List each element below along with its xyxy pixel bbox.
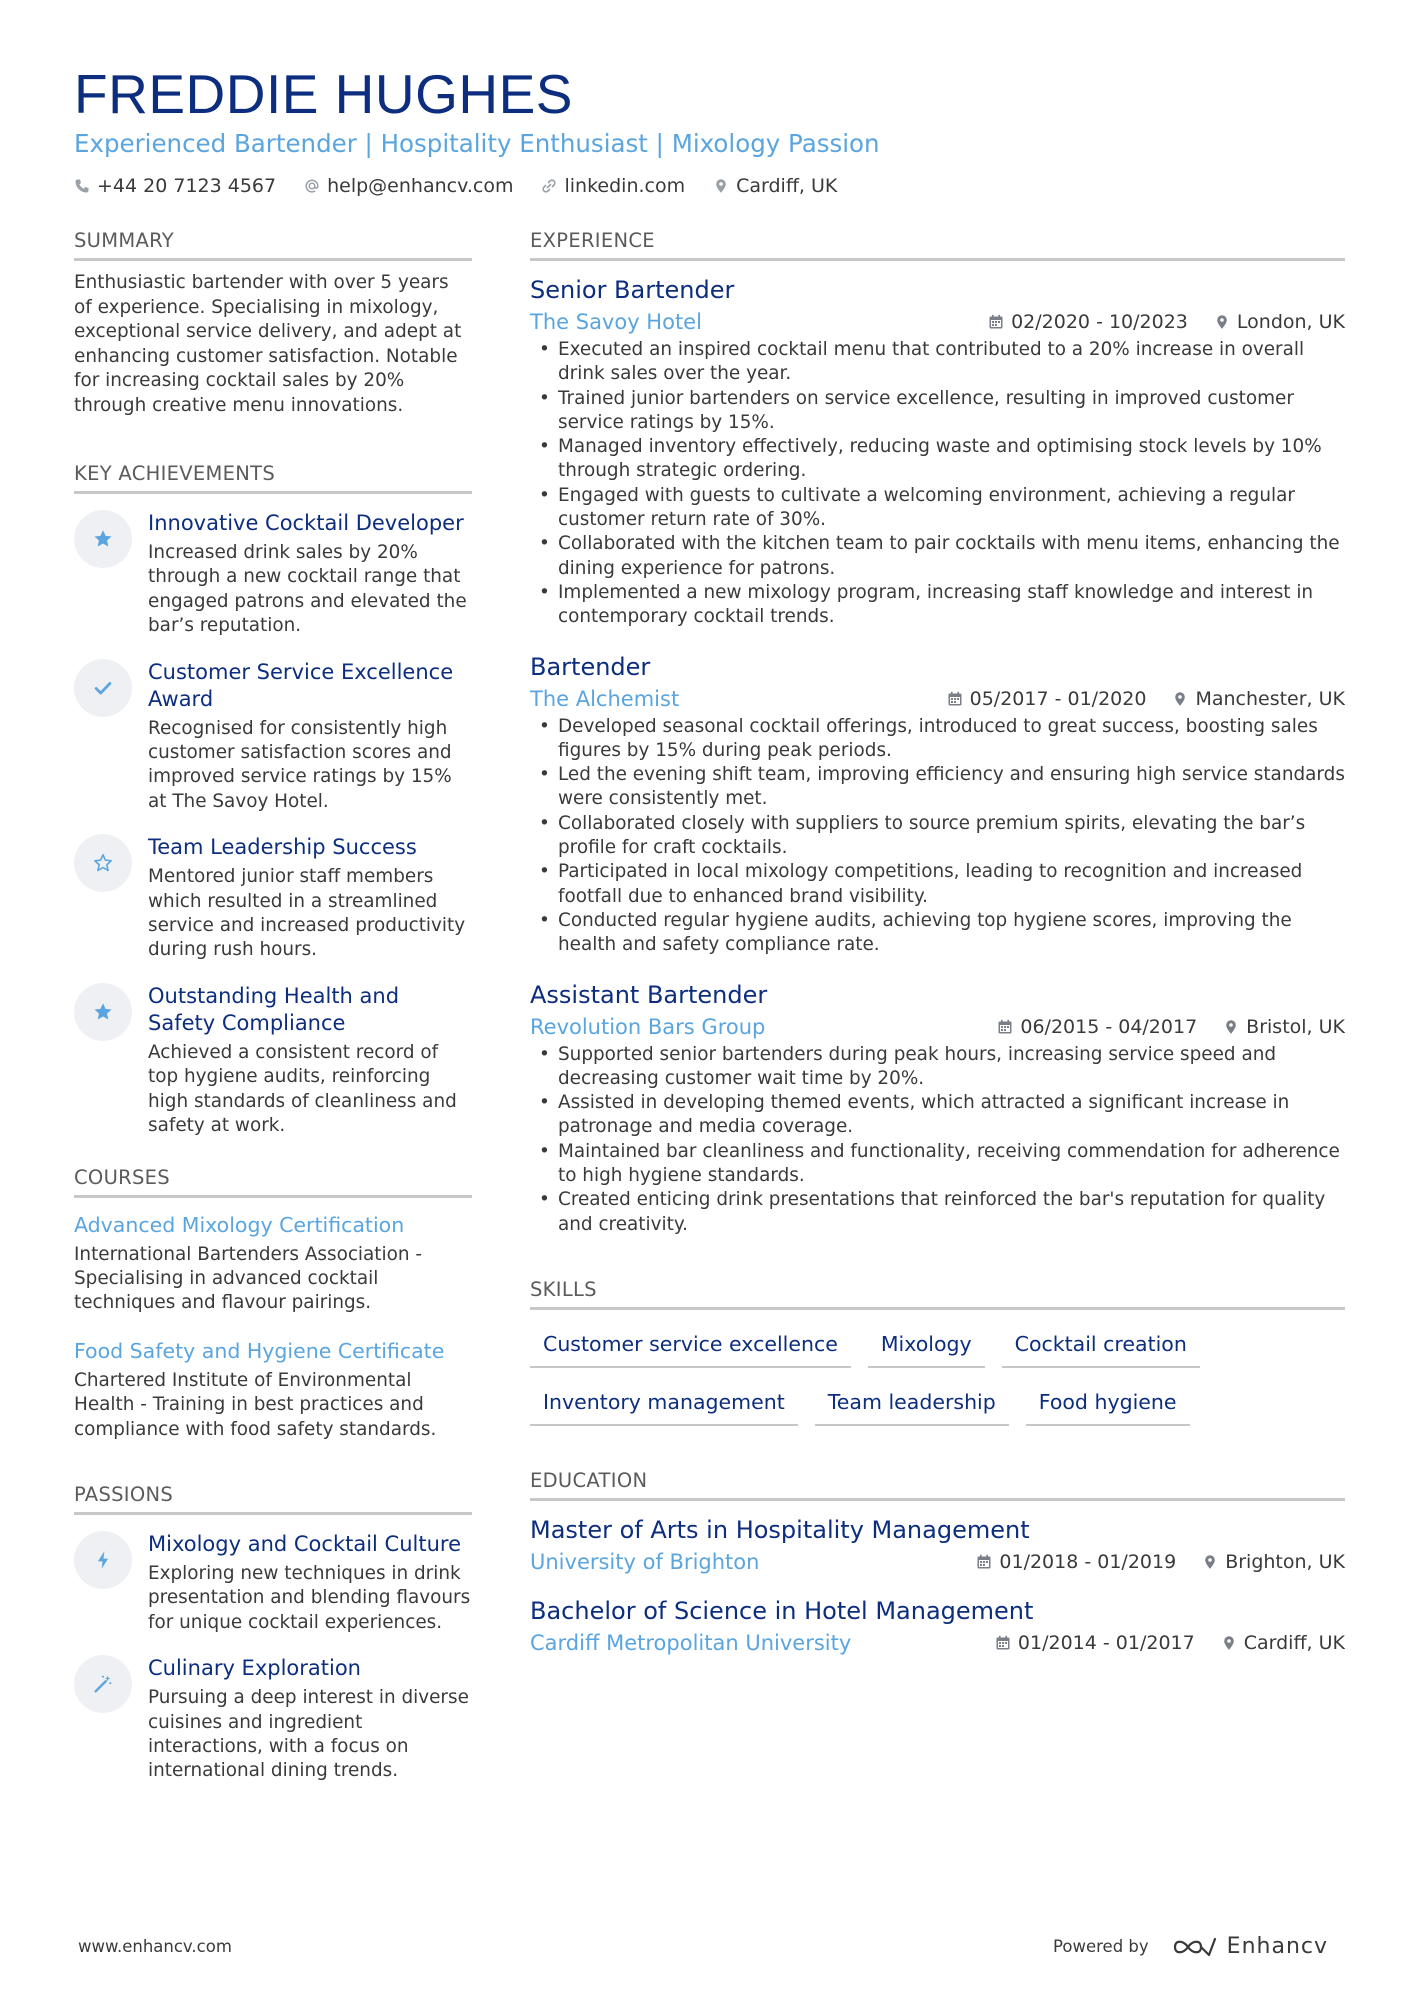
achievement-title: Team Leadership Success [148,835,417,860]
achievement-item [74,659,472,815]
skill-tag: Inventory management [530,1386,798,1426]
location-icon [1223,1019,1239,1035]
skill-tag: Team leadership [815,1386,1009,1426]
job-title: Assistant Bartender [530,980,768,1009]
job-company: The Alchemist [530,686,680,711]
job-location [1214,311,1345,333]
check-icon [74,659,132,717]
job-bullet: • Collaborated with the kitchen team to pair cocktails with menu items, enhancing the dining experience for patrons. [530,532,1345,581]
passion-description: Exploring new techniques in drink presentation and blending flavours for unique cocktail experiences. [148,1562,471,1633]
calendar-icon [995,1635,1011,1651]
link-icon [541,178,557,194]
job-dates-text: 02/2020 - 10/2023 [1011,311,1188,333]
job-company: The Savoy Hotel [530,310,702,334]
course-item [74,1338,472,1442]
achievements-section [74,461,472,1139]
courses-heading: COURSES [74,1165,472,1198]
education-location-text: Brighton, UK [1225,1550,1345,1573]
job-dates-text: 05/2017 - 01/2020 [969,687,1147,710]
education-location [1221,1632,1345,1654]
job-bullet: • Conducted regular hygiene audits, achieving top hygiene scores, improving the health and safety compliance rate. [530,909,1345,958]
job-bullet: • Managed inventory effectively, reducing waste and optimising stock levels by 10% through strategic ordering. [530,435,1345,484]
education-dates-text: 01/2014 - 01/2017 [1017,1631,1195,1654]
star-outline-icon [74,834,132,892]
job-bullets [530,338,1345,630]
job-company: Revolution Bars Group [530,1014,766,1039]
achievement-item [74,983,472,1139]
education-dates [976,1551,1176,1573]
education-entry [530,1515,1345,1576]
job-bullet: • Trained junior bartenders on service excellence, resulting in improved customer service ratings by 15%. [530,387,1345,436]
achievement-item [74,834,472,963]
contact-phone-text: +44 20 7123 4567 [97,175,277,197]
job-location-text: Manchester, UK [1195,687,1345,710]
job-bullets [530,715,1345,958]
education-entry [530,1596,1345,1657]
job-entry [530,652,1345,958]
skills-section [530,1277,1345,1426]
courses-section [74,1165,472,1442]
job-bullet: • Participated in local mixology competitions, leading to recognition and increased footfall due to enhanced brand visibility. [530,860,1345,909]
job-entry [530,275,1345,630]
passion-item [74,1655,472,1784]
brand-logo[interactable] [1171,1934,1328,1959]
job-bullets [530,1043,1345,1237]
skill-tag: Customer service excellence [530,1328,851,1368]
contact-bar [74,175,1344,197]
passion-title: Culinary Exploration [148,1656,361,1681]
summary-heading: SUMMARY [74,228,472,261]
course-description: International Bartenders Association - Specialising in advanced cocktail techniques and flavour pairings. [74,1243,423,1314]
course-title: Food Safety and Hygiene Certificate [74,1338,445,1363]
job-dates-text: 06/2015 - 04/2017 [1020,1015,1198,1038]
summary-text: Enthusiastic bartender with over 5 years of experience. Specialising in mixology, exceptional service delivery, and adept at enhancing customer satisfaction. Notable for increasing cocktail sales by 20% through creative menu innovations. [74,272,462,416]
location-icon [1214,314,1230,330]
job-bullet: • Led the evening shift team, improving efficiency and ensuring high service standards were consistently met. [530,763,1345,812]
education-location-text: Cardiff, UK [1243,1631,1345,1654]
education-section [530,1468,1345,1657]
job-dates [988,311,1188,333]
contact-location-text: Cardiff, UK [736,175,838,197]
job-bullet: • Supported senior bartenders during peak hours, increasing service speed and decreasing customer wait time by 20%. [530,1043,1345,1092]
job-title: Senior Bartender [530,276,735,304]
job-bullet: • Collaborated closely with suppliers to source premium spirits, elevating the bar’s profile for craft cocktails. [530,812,1345,861]
resume-header [74,62,1344,197]
degree-title: Bachelor of Science in Hotel Management [530,1596,1034,1625]
achievements-heading: KEY ACHIEVEMENTS [74,461,472,494]
job-bullet: • Engaged with guests to cultivate a welcoming environment, achieving a regular customer return rate of 30%. [530,484,1345,533]
passions-heading: PASSIONS [74,1482,472,1515]
right-column [530,228,1345,1657]
job-location [1223,1016,1345,1038]
at-icon [304,178,320,194]
contact-linkedin[interactable] [541,175,685,197]
degree-title: Master of Arts in Hospitality Management [530,1515,1030,1544]
calendar-icon [947,691,963,707]
contact-linkedin-text: linkedin.com [564,175,686,197]
job-location [1172,688,1345,710]
job-bullet: • Implemented a new mixology program, increasing staff knowledge and interest in contemporary cocktail trends. [530,581,1345,630]
star-filled-icon [74,983,132,1041]
page-footer [78,1934,1328,1959]
powered-by-label: Powered by [1053,1937,1149,1956]
location-icon [1202,1554,1218,1570]
job-bullet: • Developed seasonal cocktail offerings, introduced to great success, boosting sales figures by 15% during peak periods. [530,715,1345,764]
skill-tag: Cocktail creation [1002,1328,1200,1368]
location-icon [1221,1635,1237,1651]
left-column [74,228,472,1804]
calendar-icon [997,1019,1013,1035]
enhancv-logo-icon [1171,1935,1217,1959]
job-dates [997,1016,1197,1038]
candidate-name: FREDDIE HUGHES [74,63,573,125]
job-entry [530,980,1345,1237]
job-bullet: • Executed an inspired cocktail menu that contributed to a 20% increase in overall drink sales over the year. [530,338,1345,387]
summary-section [74,228,472,418]
contact-location [713,175,837,197]
achievement-description: Mentored junior staff members which resulted in a streamlined service and increased productivity during rush hours. [148,866,466,961]
brand-name: Enhancv [1226,1934,1328,1959]
skill-tag: Food hygiene [1026,1386,1190,1426]
experience-heading: EXPERIENCE [530,228,1345,261]
lightning-icon [74,1531,132,1589]
school-name: University of Brighton [530,1549,760,1574]
achievement-description: Increased drink sales by 20% through a new cocktail range that engaged patrons and elevated the bar’s reputation. [148,542,467,637]
job-title: Bartender [530,652,651,681]
course-title: Advanced Mixology Certification [74,1212,405,1237]
job-bullet: • Maintained bar cleanliness and functionality, receiving commendation for adherence to high hygiene standards. [530,1140,1345,1189]
footer-url[interactable]: www.enhancv.com [78,1937,232,1956]
contact-phone[interactable] [74,175,276,197]
experience-section [530,228,1345,1237]
achievement-item [74,510,472,639]
job-bullet: • Created enticing drink presentations that reinforced the bar's reputation for quality and creativity. [530,1188,1345,1237]
job-location-text: London, UK [1236,311,1345,333]
job-dates [947,688,1147,710]
candidate-tagline: Experienced Bartender | Hospitality Enthusiast | Mixology Passion [74,129,880,158]
education-dates [995,1632,1195,1654]
skills-heading: SKILLS [530,1277,1345,1310]
location-icon [713,178,729,194]
course-description: Chartered Institute of Environmental Health - Training in best practices and compliance with food safety standards. [74,1369,437,1440]
passion-item [74,1531,472,1635]
education-location [1202,1551,1345,1573]
passions-section [74,1482,472,1784]
location-icon [1172,691,1188,707]
school-name: Cardiff Metropolitan University [530,1630,852,1655]
achievement-description: Achieved a consistent record of top hygiene audits, reinforcing high standards of cleanliness and safety at work. [148,1041,457,1137]
achievement-title: Customer Service Excellence Award [148,659,454,711]
calendar-icon [988,314,1004,330]
phone-icon [74,178,90,194]
magic-wand-icon [74,1655,132,1713]
calendar-icon [976,1554,992,1570]
skill-tag: Mixology [868,1328,985,1368]
achievement-description: Recognised for consistently high customer satisfaction scores and improved service ratings by 15% at The Savoy Hotel. [148,717,452,812]
job-location-text: Bristol, UK [1246,1015,1345,1038]
education-heading: EDUCATION [530,1468,1345,1501]
contact-email[interactable] [304,175,513,197]
job-bullet: • Assisted in developing themed events, which attracted a significant increase in patronage and media coverage. [530,1091,1345,1140]
course-item [74,1212,472,1316]
passion-description: Pursuing a deep interest in diverse cuisines and ingredient interactions, with a focus on international dining trends. [148,1687,469,1782]
star-filled-icon [74,510,132,568]
contact-email-text: help@enhancv.com [327,175,514,197]
education-dates-text: 01/2018 - 01/2019 [999,1550,1177,1573]
achievement-title: Innovative Cocktail Developer [148,511,464,535]
achievement-title: Outstanding Health and Safety Compliance [148,983,400,1035]
passion-title: Mixology and Cocktail Culture [148,1531,461,1556]
